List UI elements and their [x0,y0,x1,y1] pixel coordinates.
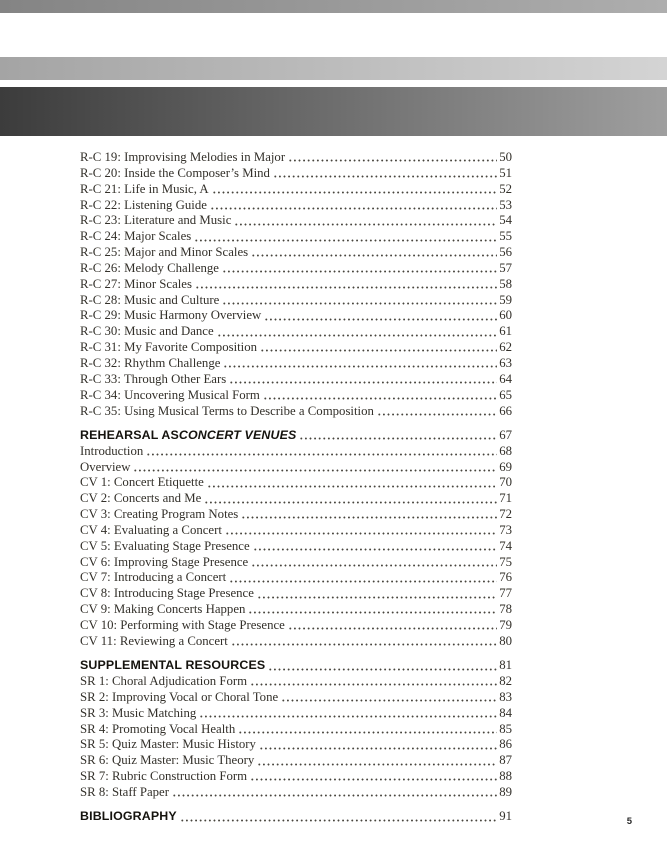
entry-title: CV 7: Introducing a Concert [80,570,227,585]
entry-title-italic: CONCERT VENUES [178,427,297,442]
toc-entry [80,229,512,245]
dot-leader [288,150,497,166]
entry-title: SR 2: Improving Vocal or Choral Tone [80,689,279,704]
toc-entry [80,213,512,229]
entry-page-number: 67 [499,427,512,442]
entry-title: R-C 20: Inside the Composer’s Mind [80,165,270,180]
dot-leader [257,586,497,602]
entry-page-number: 75 [499,554,512,569]
dot-leader [207,475,497,491]
entry-page-number: 62 [499,340,512,355]
entry-title: CV 10: Performing with Stage Presence [80,617,285,632]
dot-leader [204,491,497,507]
toc-entry [80,198,512,214]
entry-title: R-C 22: Listening Guide [80,197,207,212]
dot-leader [288,618,497,634]
dot-leader [212,182,498,198]
dot-leader [264,308,497,324]
toc-entry [80,277,512,293]
dot-leader [260,340,497,356]
entry-title: CV 6: Improving Stage Presence [80,554,249,569]
entry-title: REHEARSAL AS [80,427,179,442]
entry-page-number: 54 [499,213,512,228]
toc-entry [80,706,512,722]
dot-leader [251,555,497,571]
entry-title: R-C 23: Literature and Music [80,213,232,228]
dot-leader [263,388,497,404]
entry-title: CV 9: Making Concerts Happen [80,602,246,617]
entry-title: R-C 35: Using Musical Terms to Describe a Composition [80,403,374,418]
entry-page-number: 87 [499,753,512,768]
dot-leader [268,658,497,674]
dot-leader [217,324,498,340]
toc-entry [80,634,512,650]
toc-entry [80,324,512,340]
entry-title: CV 8: Introducing Stage Presence [80,586,254,601]
toc-heading [80,428,512,444]
toc-entry [80,444,512,460]
dot-leader [259,737,497,753]
toc-heading [80,658,512,674]
entry-page-number: 71 [499,491,512,506]
entry-title: BIBLIOGRAPHY [80,809,177,824]
entry-page-number: 73 [499,522,512,537]
dot-leader [253,539,498,555]
entry-page-number: 53 [499,197,512,212]
header-band-light [0,57,667,80]
toc-entry [80,785,512,801]
entry-page-number: 69 [499,459,512,474]
toc-entry [80,570,512,586]
dot-leader [241,507,497,523]
entry-page-number: 83 [499,689,512,704]
toc-entry [80,618,512,634]
toc-entry [80,150,512,166]
dot-leader [199,706,497,722]
entry-page-number: 66 [499,403,512,418]
dot-leader [223,356,497,372]
entry-page-number: 63 [499,355,512,370]
entry-title: CV 2: Concerts and Me [80,491,202,506]
entry-title: R-C 24: Major Scales [80,229,192,244]
entry-title: CV 11: Reviewing a Concert [80,633,228,648]
dot-leader [377,404,497,420]
dot-leader [231,634,497,650]
entry-title: R-C 30: Music and Dance [80,324,214,339]
entry-title: CV 4: Evaluating a Concert [80,522,222,537]
entry-title: SR 3: Music Matching [80,705,197,720]
toc-entry [80,293,512,309]
dot-leader [229,372,497,388]
entry-title: R-C 32: Rhythm Challenge [80,355,221,370]
entry-page-number: 68 [499,443,512,458]
toc-entry [80,245,512,261]
entry-page-number: 89 [499,784,512,799]
dot-leader [273,166,497,182]
entry-title: R-C 27: Minor Scales [80,276,192,291]
entry-title: R-C 21: Life in Music, A [80,181,209,196]
toc-entry [80,308,512,324]
toc-entry [80,690,512,706]
entry-page-number: 65 [499,387,512,402]
dot-leader [222,293,497,309]
entry-title: R-C 28: Music and Culture [80,292,220,307]
dot-leader [222,261,497,277]
entry-title: SR 6: Quiz Master: Music Theory [80,753,255,768]
toc-entry [80,356,512,372]
toc-entry [80,491,512,507]
entry-page-number: 57 [499,260,512,275]
entry-title: CV 1: Concert Etiquette [80,475,204,490]
entry-title: R-C 29: Music Harmony Overview [80,308,262,323]
toc-entry [80,602,512,618]
toc-entry [80,737,512,753]
toc-entry [80,460,512,476]
entry-page-number: 74 [499,538,512,553]
entry-page-number: 80 [499,633,512,648]
toc-entry [80,722,512,738]
entry-page-number: 50 [499,150,512,164]
entry-page-number: 79 [499,617,512,632]
dot-leader [238,722,497,738]
entry-title: SR 8: Staff Paper [80,784,169,799]
toc-entry [80,539,512,555]
toc-entry [80,586,512,602]
entry-page-number: 64 [499,371,512,386]
entry-title: SR 4: Promoting Vocal Health [80,721,236,736]
entry-page-number: 82 [499,674,512,688]
entry-page-number: 55 [499,229,512,244]
toc-entry [80,523,512,539]
dot-leader [225,523,497,539]
entry-page-number: 84 [499,705,512,720]
entry-title: R-C 19: Improvising Melodies in Major [80,150,286,164]
entry-title: R-C 33: Through Other Ears [80,371,227,386]
toc-entry [80,372,512,388]
dot-leader [210,198,497,214]
dot-leader [195,277,497,293]
entry-page-number: 60 [499,308,512,323]
entry-page-number: 77 [499,586,512,601]
entry-title: CV 3: Creating Program Notes [80,507,239,522]
dot-leader [234,213,497,229]
header-band-dark [0,87,667,136]
dot-leader [180,809,497,825]
toc-heading [80,809,512,825]
entry-page-number: 91 [499,809,512,824]
header-band-top [0,0,667,13]
entry-page-number: 56 [499,245,512,260]
entry-page-number: 88 [499,769,512,784]
table-of-contents [80,150,512,825]
entry-title: R-C 25: Major and Minor Scales [80,245,249,260]
toc-entry [80,555,512,571]
dot-leader [281,690,497,706]
dot-leader [248,602,497,618]
entry-page-number: 78 [499,602,512,617]
dot-leader [257,753,497,769]
dot-leader [194,229,497,245]
entry-title: SR 7: Rubric Construction Form [80,769,248,784]
dot-leader [146,444,497,460]
entry-page-number: 70 [499,475,512,490]
entry-page-number: 59 [499,292,512,307]
entry-title: R-C 34: Uncovering Musical Form [80,387,260,402]
toc-entry [80,261,512,277]
entry-title: R-C 26: Melody Challenge [80,260,219,275]
dot-leader [251,245,497,261]
dot-leader [133,460,497,476]
entry-title: Introduction [80,443,144,458]
dot-leader [299,428,497,444]
entry-page-number: 58 [499,276,512,291]
toc-entry [80,166,512,182]
page-number: 5 [626,816,632,827]
entry-page-number: 76 [499,570,512,585]
entry-page-number: 86 [499,737,512,752]
dot-leader [229,570,497,586]
entry-title: SR 5: Quiz Master: Music History [80,737,256,752]
entry-page-number: 72 [499,507,512,522]
toc-entry [80,507,512,523]
dot-leader [250,769,497,785]
toc-entry [80,753,512,769]
toc-entry [80,674,512,690]
toc-entry [80,404,512,420]
toc-entry [80,769,512,785]
toc-entry [80,182,512,198]
entry-title: CV 5: Evaluating Stage Presence [80,538,250,553]
toc-entry [80,388,512,404]
entry-page-number: 81 [499,658,512,673]
entry-title: R-C 31: My Favorite Composition [80,340,258,355]
entry-page-number: 51 [499,165,512,180]
dot-leader [250,674,497,690]
entry-title: Overview [80,459,131,474]
dot-leader [172,785,497,801]
entry-title: SUPPLEMENTAL RESOURCES [80,658,266,673]
toc-entry [80,340,512,356]
entry-title: SR 1: Choral Adjudication Form [80,674,248,688]
toc-entry [80,475,512,491]
entry-page-number: 61 [499,324,512,339]
entry-page-number: 52 [499,181,512,196]
entry-page-number: 85 [499,721,512,736]
